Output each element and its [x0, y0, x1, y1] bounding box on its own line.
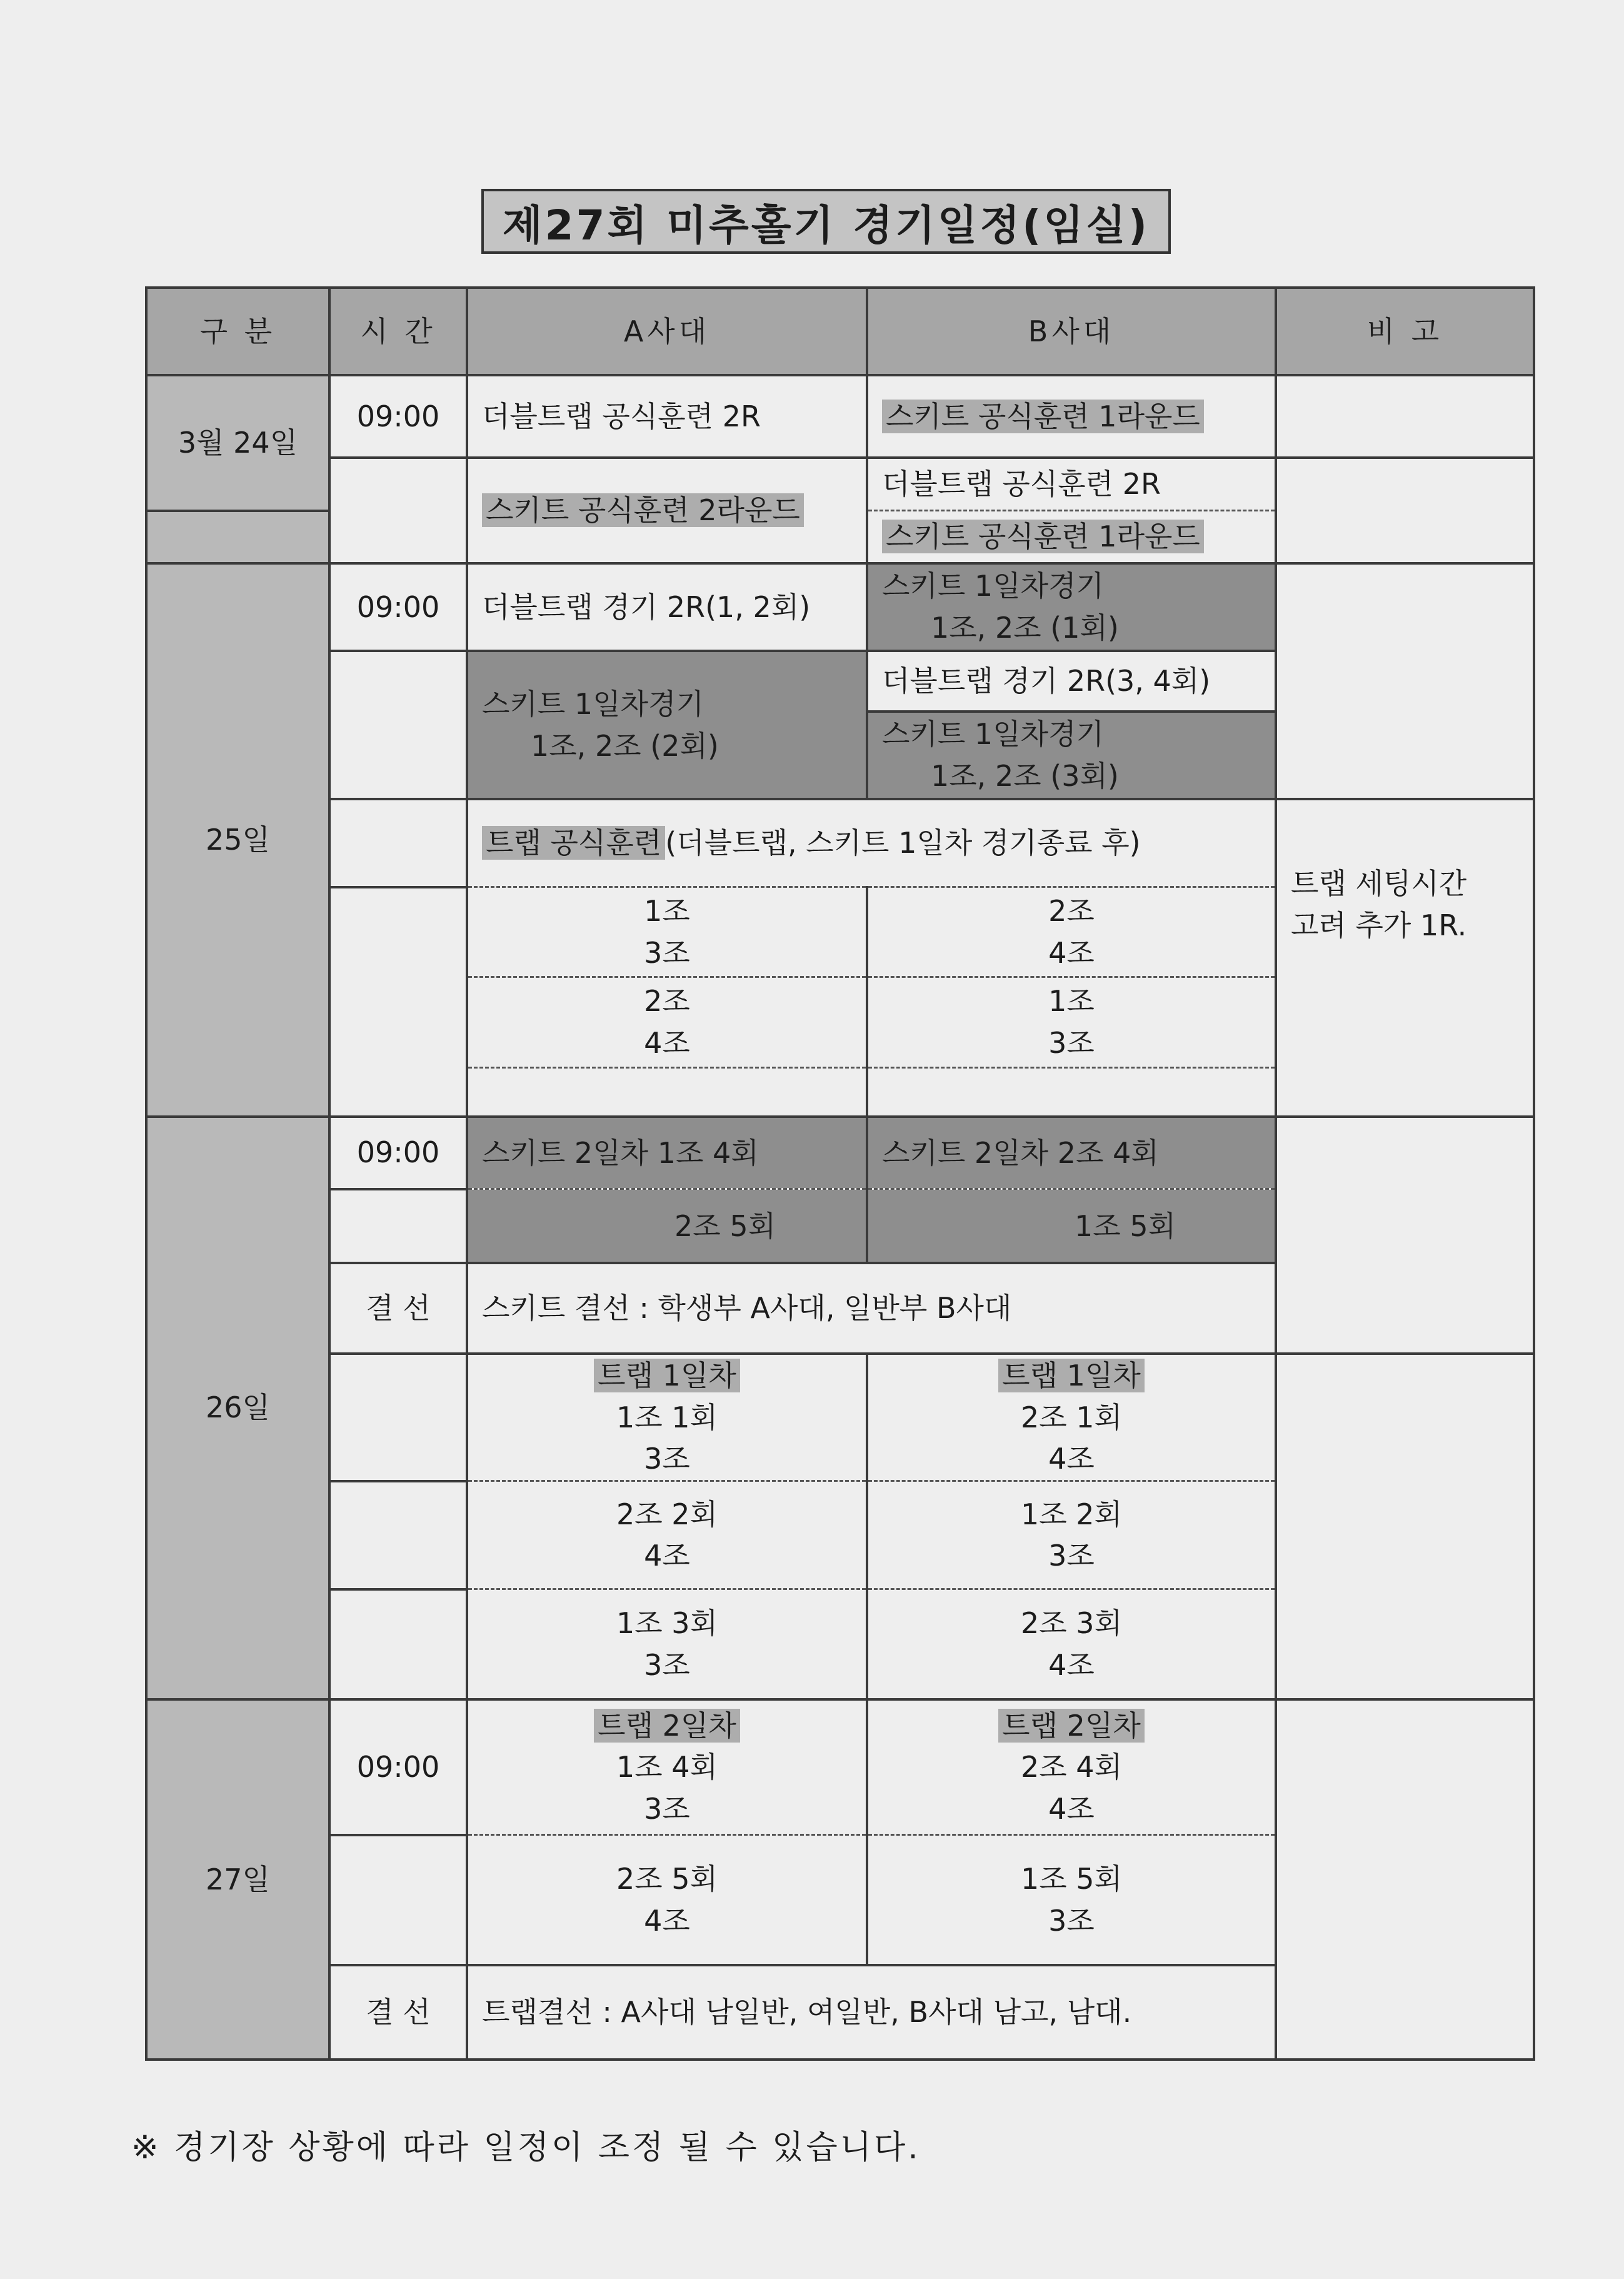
cell-line: 1조, 2조 (3회)	[931, 758, 1119, 793]
time-cell: 09:00	[329, 375, 467, 458]
cell-line: 3조	[1048, 1026, 1095, 1060]
range-b-cell	[867, 1699, 1276, 1835]
header-time: 시 간	[329, 288, 467, 375]
highlight-label: 스키트 공식훈련 1라운드	[882, 520, 1204, 553]
range-a-cell	[467, 651, 867, 799]
header-remarks: 비 고	[1276, 288, 1534, 375]
range-b-cell	[867, 977, 1276, 1067]
remarks-line: 트랩 세팅시간	[1291, 867, 1467, 901]
highlight-label: 트랩 2일차	[594, 1709, 740, 1743]
range-b-cell	[867, 1354, 1276, 1481]
highlight-label: 스키트 공식훈련 2라운드	[482, 493, 804, 527]
table-row	[146, 799, 1534, 887]
range-b-cell	[867, 1835, 1276, 1966]
cell-line: 2조 2회	[616, 1497, 718, 1531]
range-b-cell	[867, 1589, 1276, 1700]
cell-line: 4조	[1048, 1648, 1095, 1682]
cell-line: 1조 4회	[616, 1750, 718, 1784]
range-a-cell	[467, 887, 867, 977]
table-row	[146, 563, 1534, 651]
cell-line: 2조 5회	[616, 1862, 718, 1896]
remarks-cell	[1276, 799, 1534, 1117]
remarks-cell	[1276, 458, 1534, 563]
time-cell	[329, 1589, 467, 1700]
range-a-cell: 더블트랩 공식훈련 2R	[467, 375, 867, 458]
cell-line: 4조	[644, 1903, 690, 1938]
range-a-cell: 더블트랩 경기 2R(1, 2회)	[467, 563, 867, 651]
range-b-cell	[867, 375, 1276, 458]
cell-line: 3조	[1048, 1539, 1095, 1573]
cell-line: 2조 1회	[1020, 1400, 1123, 1434]
cell-line: 2조 4회	[1020, 1750, 1123, 1784]
remarks-cell	[1276, 1354, 1534, 1699]
date-cell: 3월 24일	[146, 375, 329, 511]
trap-training-note: (더블트랩, 스키트 1일차 경기종료 후)	[665, 826, 1141, 860]
cell-line: 4조	[1048, 935, 1095, 970]
cell-line: 스키트 1일차경기	[882, 569, 1104, 603]
cell-line: 1조 3회	[616, 1606, 718, 1640]
final-cell: 트랩결선 : A사대 남일반, 여일반, B사대 남고, 남대.	[467, 1965, 1276, 2060]
cell-line: 4조	[644, 1539, 690, 1573]
range-a-cell	[467, 1589, 867, 1700]
highlight-label: 트랩 1일차	[594, 1359, 740, 1392]
cell-line: 1조, 2조 (1회)	[931, 611, 1119, 645]
cell-line: 1조 5회	[1020, 1862, 1123, 1896]
range-b-cell: 스키트 2일차 2조 4회	[867, 1117, 1276, 1189]
cell-line: 1조	[644, 894, 690, 928]
cell-line: 스키트 1일차경기	[482, 687, 704, 722]
range-a-cell	[467, 1067, 867, 1116]
time-cell	[329, 1189, 467, 1263]
range-b-cell: 1조 5회	[867, 1189, 1276, 1263]
range-a-cell: 스키트 2일차 1조 4회	[467, 1117, 867, 1189]
trap-training-cell	[467, 799, 1276, 887]
cell-line: 4조	[1048, 1442, 1095, 1476]
cell-line: 2조	[1048, 894, 1095, 928]
time-cell	[329, 799, 467, 887]
time-cell	[329, 458, 467, 563]
time-cell: 결 선	[329, 1965, 467, 2060]
remarks-cell	[1276, 1699, 1534, 2060]
time-cell: 결 선	[329, 1263, 467, 1353]
table-row	[146, 458, 1534, 510]
range-a-cell	[467, 458, 867, 563]
range-a-cell: 2조 5회	[467, 1189, 867, 1263]
highlight-label: 트랩 공식훈련	[482, 826, 665, 860]
time-cell: 09:00	[329, 563, 467, 651]
range-a-cell	[467, 1835, 867, 1966]
cell-line: 3조	[644, 1442, 690, 1476]
remarks-line: 고려 추가 1R.	[1291, 908, 1467, 942]
document-title: 제27회 미추홀기 경기일정(임실)	[481, 189, 1171, 254]
header-range-b: B사대	[867, 288, 1276, 375]
cell-line: 1조	[1048, 984, 1095, 1019]
range-b-cell: 더블트랩 공식훈련 2R	[867, 458, 1276, 510]
cell-line: 3조	[644, 1648, 690, 1682]
range-a-cell	[467, 1481, 867, 1589]
cell-line: 3조	[644, 935, 690, 970]
cell-line: 1조 1회	[616, 1400, 718, 1434]
time-cell	[329, 887, 467, 1117]
cell-line: 4조	[1048, 1791, 1095, 1826]
range-b-cell	[867, 563, 1276, 651]
cell-line: 1조, 2조 (2회)	[531, 728, 719, 763]
time-cell: 09:00	[329, 1117, 467, 1189]
table-row	[146, 1117, 1534, 1189]
cell-line: 4조	[644, 1026, 690, 1060]
time-cell	[329, 1354, 467, 1481]
range-a-cell	[467, 1354, 867, 1481]
highlight-label: 트랩 2일차	[998, 1709, 1145, 1743]
time-cell	[329, 1835, 467, 1966]
range-a-cell	[467, 1699, 867, 1835]
date-cell: 26일	[146, 1117, 329, 1699]
date-cell: 25일	[146, 563, 329, 1117]
final-cell: 스키트 결선 : 학생부 A사대, 일반부 B사대	[467, 1263, 1276, 1353]
cell-line: 스키트 1일차경기	[882, 717, 1104, 752]
table-row	[146, 375, 1534, 458]
remarks-cell	[1276, 1117, 1534, 1354]
time-cell	[329, 1481, 467, 1589]
header-range-a: A사대	[467, 288, 867, 375]
range-b-cell	[867, 1067, 1276, 1116]
cell-line: 3조	[644, 1791, 690, 1826]
cell-line: 3조	[1048, 1903, 1095, 1938]
remarks-cell	[1276, 375, 1534, 458]
time-cell	[329, 651, 467, 799]
highlight-label: 스키트 공식훈련 1라운드	[882, 400, 1204, 433]
range-a-cell	[467, 977, 867, 1067]
time-cell: 09:00	[329, 1699, 467, 1835]
date-cell	[146, 511, 329, 563]
footnote: ※ 경기장 상황에 따라 일정이 조정 될 수 있습니다.	[131, 2129, 921, 2166]
cell-line: 2조 3회	[1020, 1606, 1123, 1640]
range-b-cell	[867, 712, 1276, 799]
range-b-cell	[867, 511, 1276, 563]
range-b-cell: 더블트랩 경기 2R(3, 4회)	[867, 651, 1276, 711]
range-b-cell	[867, 887, 1276, 977]
table-header-row	[146, 288, 1534, 375]
date-cell: 27일	[146, 1699, 329, 2060]
remarks-cell	[1276, 563, 1534, 799]
table-row	[146, 1699, 1534, 1835]
range-b-cell	[867, 1481, 1276, 1589]
cell-line: 1조 2회	[1020, 1497, 1123, 1531]
schedule-table	[145, 286, 1535, 2061]
highlight-label: 트랩 1일차	[998, 1359, 1145, 1392]
header-category: 구 분	[146, 288, 329, 375]
table-row	[146, 1354, 1534, 1481]
cell-line: 2조	[644, 984, 690, 1019]
